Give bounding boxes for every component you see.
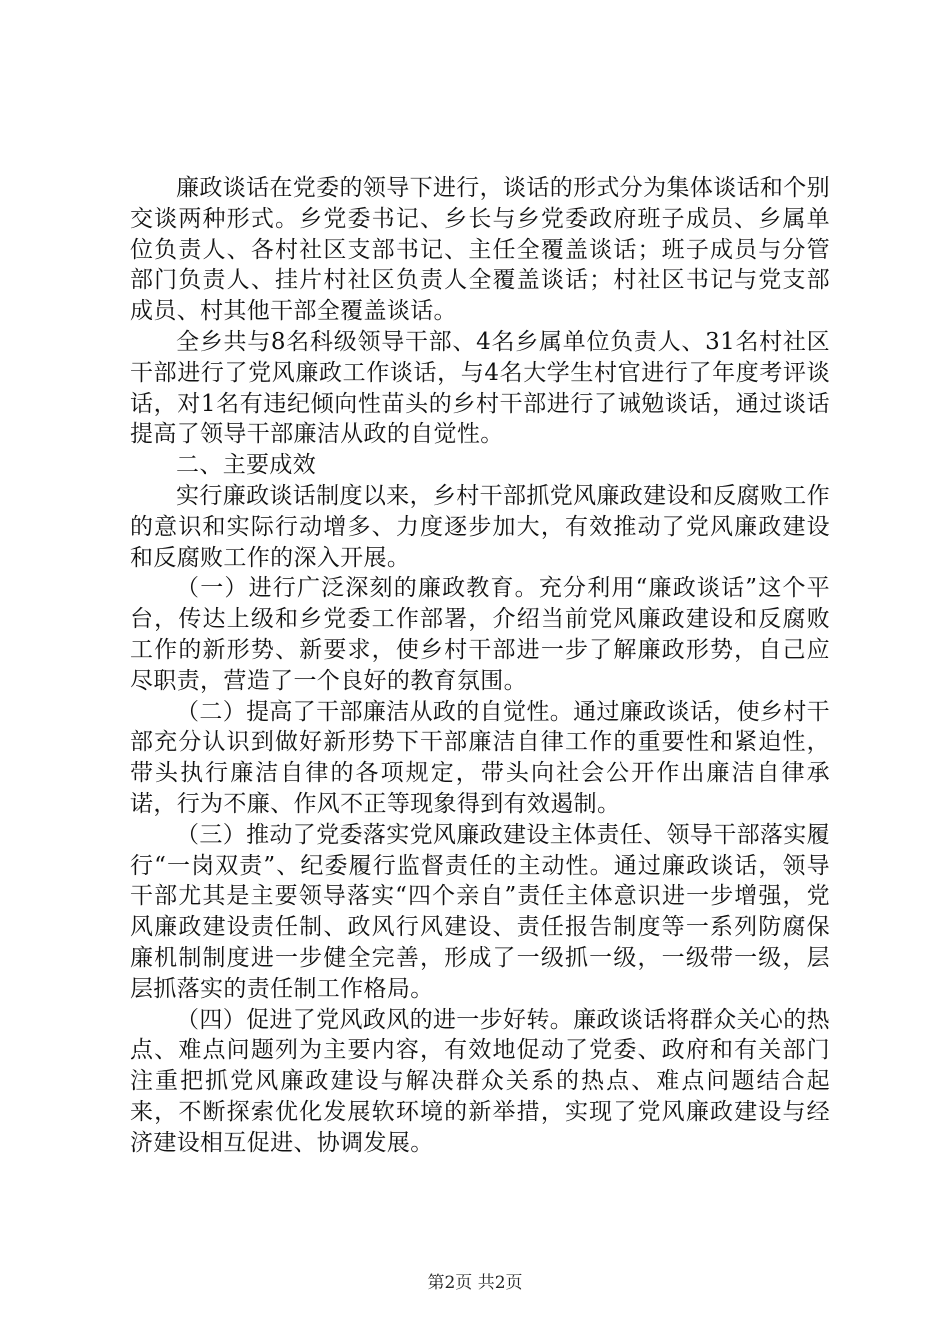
paragraph-talk-statistics: 全乡共与8名科级领导干部、4名乡属单位负责人、31名村社区干部进行了党风廉政工作谈话，与4名大学生村官进行了年度考评谈话，对1名有违纪倾向性苗头的乡村干部进行了诫勉谈话，通过谈话提高了领导干部廉洁从政的自觉性。 bbox=[130, 328, 830, 448]
paragraph-result-1: （一）进行广泛深刻的廉政教育。充分利用“廉政谈话”这个平台，传达上级和乡党委工作部署，介绍当前党风廉政建设和反腐败工作的新形势、新要求，使乡村干部进一步了解廉政形势，自己应尽职责，营造了一个良好的教育氛围。 bbox=[130, 575, 830, 694]
section-heading-main-results: 二、主要成效 bbox=[176, 452, 317, 479]
paragraph-talk-format: 廉政谈话在党委的领导下进行，谈话的形式分为集体谈话和个别交谈两种形式。乡党委书记、乡长与乡党委政府班子成员、乡属单位负责人、各村社区支部书记、主任全覆盖谈话；班子成员与分管部门负责人、挂片村社区负责人全覆盖谈话；村社区书记与党支部成员、村其他干部全覆盖谈话。 bbox=[130, 175, 830, 325]
paragraph-result-4: （四）促进了党风政风的进一步好转。廉政谈话将群众关心的热点、难点问题列为主要内容，有效地促动了党委、政府和有关部门注重把抓党风廉政建设与解决群众关系的热点、难点问题结合起来，不断探索优化发展软环境的新举措，实现了党风廉政建设与经济建设相互促进、协调发展。 bbox=[130, 1006, 830, 1156]
paragraph-result-3: （三）推动了党委落实党风廉政建设主体责任、领导干部落实履行“一岗双责”、纪委履行监督责任的主动性。通过廉政谈话，领导干部尤其是主要领导落实“四个亲自”责任主体意识进一步增强，党风廉政建设责任制、政风行风建设、责任报告制度等一系列防腐保廉机制制度进一步健全完善，形成了一级抓一级，一级带一级，层层抓落实的责任制工作格局。 bbox=[130, 821, 830, 1002]
paragraph-results-intro: 实行廉政谈话制度以来，乡村干部抓党风廉政建设和反腐败工作的意识和实际行动增多、力度逐步加大，有效推动了党风廉政建设和反腐败工作的深入开展。 bbox=[130, 482, 830, 571]
document-body bbox=[130, 173, 830, 1159]
page-footer bbox=[0, 1268, 950, 1293]
paragraph-result-2: （二）提高了干部廉洁从政的自觉性。通过廉政谈话，使乡村干部充分认识到做好新形势下干部廉洁自律工作的重要性和紧迫性，带头执行廉洁自律的各项规定，带头向社会公开作出廉洁自律承诺，行为不廉、作风不正等现象得到有效遏制。 bbox=[130, 698, 830, 817]
page-number: 第2页 共2页 bbox=[427, 1273, 523, 1293]
